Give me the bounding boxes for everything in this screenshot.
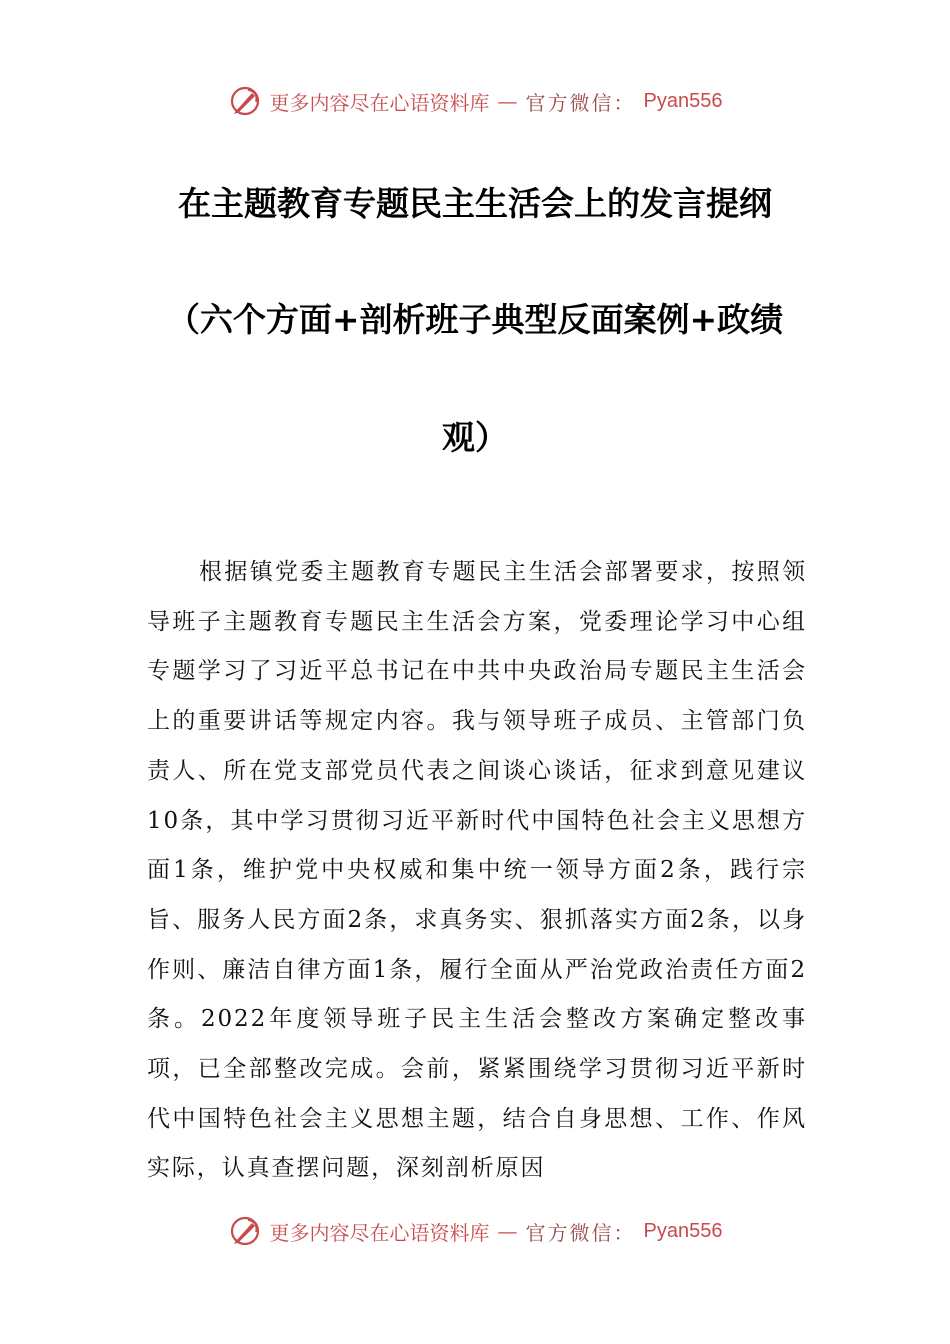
header-watermark [0, 84, 950, 118]
document-title-line-1: 在主题教育专题民主生活会上的发言提纲 [178, 184, 772, 223]
watermark-dash: — [497, 89, 518, 113]
document-title-line-3: 观） [442, 418, 508, 457]
watermark-wechat-id: Pyan556 [643, 1219, 723, 1242]
footer-watermark [0, 1214, 950, 1248]
body-paragraph: 根据镇党委主题教育专题民主生活会部署要求，按照领导班子主题教育专题民主生活会方案，党委理论学习中心组专题学习了习近平总书记在中共中央政治局专题民主生活会上的重要讲话等规定内容。我与领导班子成员、主管部门负责人、所在党支部党员代表之间谈心谈话，征求到意见建议10条，其中学习贯彻习近平新时代中国特色社会主义思想方面1条，维护党中央权威和集中统一领导方面2条，践行宗旨、服务人民方面2条，求真务实、狠抓落实方面2条，以身作则、廉洁自律方面1条，履行全面从严治党政治责任方面2条。2022年度领导班子民主生活会整改方案确定整改事项，已全部整改完成。会前，紧紧围绕学习贯彻习近平新时代中国特色社会主义思想主题，结合自身思想、工作、作风实际，认真查摆问题，深刻剖析原因 [147, 559, 807, 1182]
watermark-contact-label: 官方微信： [525, 90, 636, 115]
watermark-brand: 更多内容尽在心语资料库 [269, 90, 490, 115]
quill-pen-icon [228, 1214, 262, 1248]
document-title-line-2: （六个方面+剖析班子典型反面案例+政绩 [166, 300, 784, 339]
watermark-dash: — [497, 1219, 518, 1243]
watermark-contact-label: 官方微信： [525, 1220, 636, 1245]
watermark-brand: 更多内容尽在心语资料库 [269, 1220, 490, 1245]
watermark-wechat-id: Pyan556 [643, 89, 723, 112]
quill-pen-icon [228, 84, 262, 118]
